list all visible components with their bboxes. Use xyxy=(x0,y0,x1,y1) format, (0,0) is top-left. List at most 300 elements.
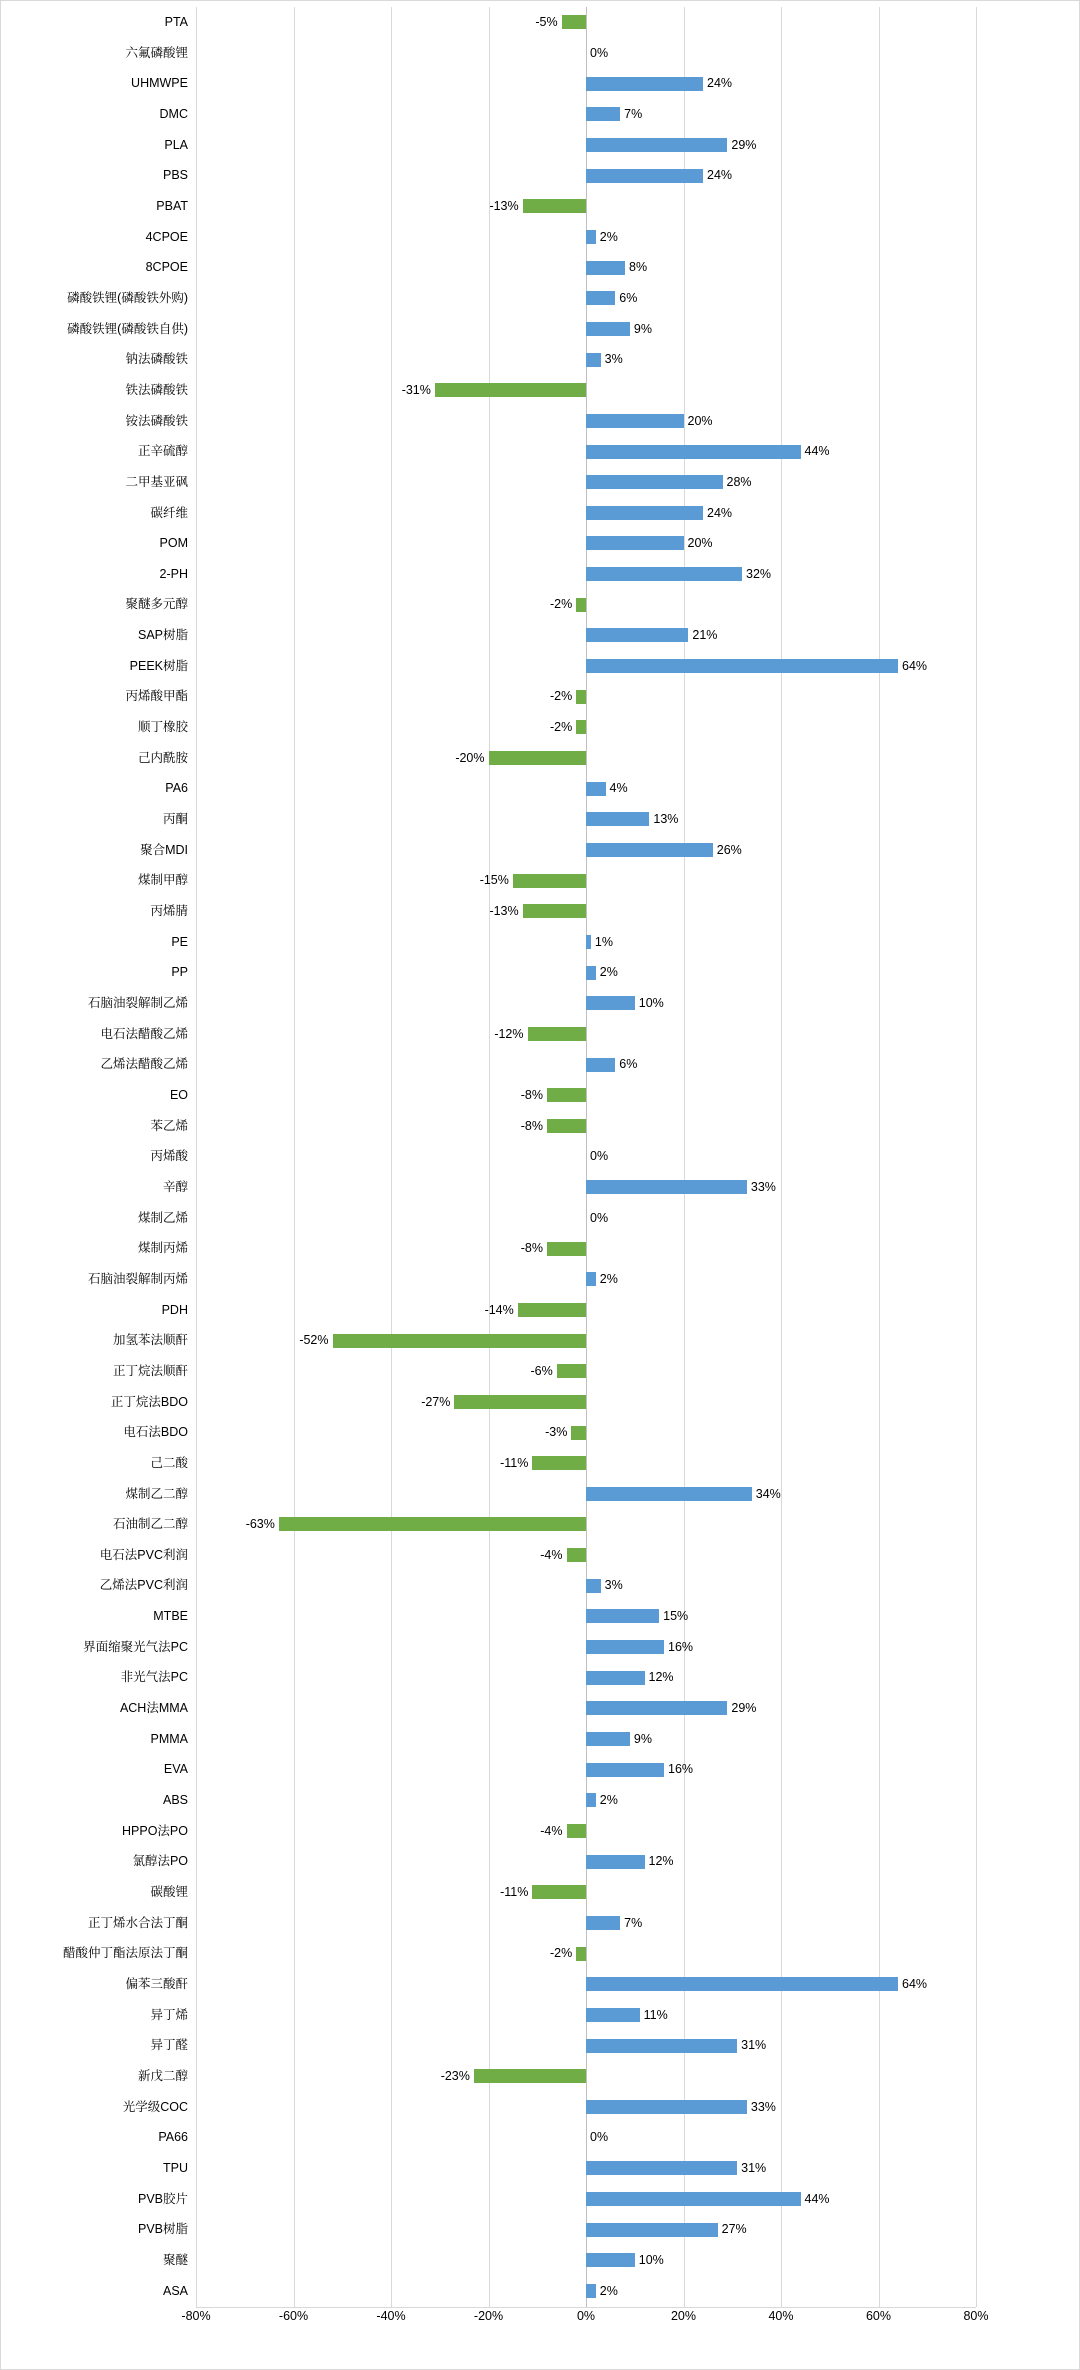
category-label: ACH法MMA xyxy=(119,1701,188,1716)
category-label: 碳纤维 xyxy=(150,505,188,520)
bar-value-label: -11% xyxy=(500,1885,529,1900)
bar-row xyxy=(145,252,976,283)
bar-row xyxy=(137,620,976,651)
bar-row xyxy=(171,957,976,988)
bar-value-label: 6% xyxy=(619,290,638,305)
bar xyxy=(586,2192,801,2206)
bar-value-label: 8% xyxy=(629,260,648,275)
bar xyxy=(586,1640,664,1654)
bar-row xyxy=(165,773,976,804)
category-label: 辛醇 xyxy=(162,1179,188,1194)
bar-value-label: -14% xyxy=(484,1302,514,1317)
bar-row xyxy=(125,589,976,620)
category-label: PMMA xyxy=(150,1731,188,1746)
category-label: 界面缩聚光气法PC xyxy=(83,1639,188,1654)
bar-row xyxy=(150,1724,976,1755)
bar-row xyxy=(100,1019,976,1050)
bar-row xyxy=(150,1877,976,1908)
plot-area xyxy=(62,7,976,2307)
bar xyxy=(279,1517,586,1531)
category-label: 丙烯酸甲酯 xyxy=(125,689,188,704)
bar-value-label: 28% xyxy=(726,474,752,489)
category-label: 正丁烯水合法丁酮 xyxy=(87,1915,188,1930)
category-label: 石油制乙二醇 xyxy=(112,1517,188,1532)
bar-value-label: 20% xyxy=(687,413,713,428)
bar xyxy=(586,2161,737,2175)
bar-row xyxy=(110,1387,976,1418)
category-label: 钠法磷酸铁 xyxy=(125,352,188,367)
bar-value-label: 16% xyxy=(668,1762,694,1777)
bar xyxy=(586,445,801,459)
category-label: 己内酰胺 xyxy=(137,750,188,765)
category-label: HPPO法PO xyxy=(122,1823,188,1838)
bar-value-label: 26% xyxy=(716,842,742,857)
bar xyxy=(586,2008,640,2022)
bar-row xyxy=(112,1356,976,1387)
bar-row xyxy=(164,130,976,161)
category-label: 煤制丙烯 xyxy=(137,1241,188,1256)
bar-row xyxy=(150,1448,976,1479)
bar-value-label: -2% xyxy=(550,597,573,612)
bar-value-label: 33% xyxy=(750,2099,776,2114)
category-label: PTA xyxy=(164,15,188,29)
bar xyxy=(586,261,625,275)
bar xyxy=(586,567,742,581)
bar xyxy=(586,2039,737,2053)
bar xyxy=(586,1916,620,1930)
bar xyxy=(586,1671,645,1685)
bar-row xyxy=(67,283,976,314)
bar-value-label: 29% xyxy=(731,1701,757,1716)
category-label: 偏苯三酸酐 xyxy=(125,1977,188,1991)
bar xyxy=(571,1426,586,1440)
bar xyxy=(586,1977,898,1991)
bar-value-label: -2% xyxy=(550,1946,573,1961)
category-label: PP xyxy=(171,965,188,980)
bar-row xyxy=(159,528,976,559)
bar-value-label: 44% xyxy=(804,2191,830,2206)
category-label: 丙酮 xyxy=(162,812,188,827)
bar-value-label: 12% xyxy=(648,1670,674,1685)
bar-row xyxy=(150,2000,976,2031)
bar-value-label: -12% xyxy=(494,1026,524,1041)
bar-value-label: 64% xyxy=(902,1977,928,1991)
bar-row xyxy=(162,804,976,835)
bar xyxy=(586,628,688,642)
bar-row xyxy=(137,743,976,774)
bar-value-label: -6% xyxy=(530,1363,553,1378)
bar-value-label: -8% xyxy=(520,1241,543,1256)
bar-row xyxy=(100,1049,976,1080)
bar xyxy=(567,1824,587,1838)
bar-value-label: 0% xyxy=(590,1210,609,1225)
bar xyxy=(586,77,703,91)
bar-value-label: 24% xyxy=(707,505,733,520)
bar xyxy=(586,1763,664,1777)
bar-row xyxy=(112,1325,976,1356)
x-tick-label: -80% xyxy=(181,2309,211,2323)
bar xyxy=(528,1027,587,1041)
bar xyxy=(586,230,596,244)
bar xyxy=(557,1364,586,1378)
bar-value-label: 3% xyxy=(604,352,623,367)
bar xyxy=(489,751,587,765)
bar-row xyxy=(125,1969,976,2000)
bar xyxy=(586,966,596,980)
bar-row xyxy=(137,865,976,896)
bar-value-label: -8% xyxy=(520,1087,543,1102)
bar-value-label: 10% xyxy=(638,2252,664,2267)
bar-value-label: -13% xyxy=(489,198,519,213)
bar-row xyxy=(123,1417,976,1448)
bar-row xyxy=(112,1509,976,1540)
bar-rows xyxy=(62,7,976,2307)
bar xyxy=(586,322,630,336)
category-label: 丙烯腈 xyxy=(150,904,188,919)
bar-value-label: -13% xyxy=(489,904,519,919)
bar-value-label: 0% xyxy=(590,1149,609,1164)
bar-value-label: 4% xyxy=(609,781,628,796)
bar xyxy=(532,1456,586,1470)
bar-value-label: 13% xyxy=(653,812,679,827)
bar-row xyxy=(153,1601,976,1632)
bar xyxy=(586,2100,747,2114)
bar-row xyxy=(137,436,976,467)
bar-row xyxy=(137,2061,976,2092)
category-label: 异丁醛 xyxy=(150,2038,188,2053)
category-label: 磷酸铁锂(磷酸铁外购) xyxy=(67,290,188,305)
bar-row xyxy=(87,988,976,1019)
x-axis-line xyxy=(196,2307,976,2308)
bar-row xyxy=(150,896,976,927)
bar-value-label: 27% xyxy=(721,2222,747,2237)
bar-row xyxy=(87,1908,976,1939)
x-tick-label: -60% xyxy=(278,2309,309,2323)
bar xyxy=(586,1487,752,1501)
bar-row xyxy=(164,7,976,38)
category-label: SAP树脂 xyxy=(137,628,188,643)
category-label: 正丁烷法BDO xyxy=(110,1394,188,1409)
category-label: EO xyxy=(169,1087,188,1102)
bar-value-label: 33% xyxy=(750,1179,776,1194)
bar-value-label: 3% xyxy=(604,1578,623,1593)
bar-value-label: 2% xyxy=(599,1793,618,1808)
bar-value-label: -63% xyxy=(245,1517,275,1532)
bar-row xyxy=(125,406,976,437)
x-tick-label: -40% xyxy=(376,2309,406,2323)
bar xyxy=(435,383,586,397)
x-tick-label: -20% xyxy=(473,2309,504,2323)
bar-value-label: 2% xyxy=(599,2283,618,2298)
bar-row xyxy=(129,651,976,682)
category-label: 非光气法PC xyxy=(120,1670,188,1685)
bar xyxy=(586,2223,718,2237)
bar-row xyxy=(161,1295,976,1326)
bar-row xyxy=(83,1632,976,1663)
category-label: EVA xyxy=(163,1762,188,1777)
bar xyxy=(586,475,723,489)
x-tick-label: 0% xyxy=(576,2309,596,2323)
bar-row xyxy=(125,375,976,406)
bar-row xyxy=(145,222,976,253)
category-label: TPU xyxy=(163,2160,188,2175)
x-axis-tick-labels xyxy=(181,2309,989,2329)
bar-value-label: -4% xyxy=(540,1547,563,1562)
bar-row xyxy=(122,2092,976,2123)
bar xyxy=(547,1088,586,1102)
bar xyxy=(586,138,727,152)
category-label: PVB树脂 xyxy=(137,2222,188,2237)
bar xyxy=(586,291,615,305)
bar xyxy=(586,2284,596,2298)
bar-row xyxy=(140,835,976,866)
bar-row xyxy=(125,344,976,375)
bar-row xyxy=(137,1233,976,1264)
bar xyxy=(562,15,586,29)
bar xyxy=(586,1609,659,1623)
bar-row xyxy=(171,927,976,958)
bar xyxy=(586,1855,645,1869)
category-label: 醋酸仲丁酯法原法丁酮 xyxy=(62,1946,188,1961)
category-label: 磷酸铁锂(磷酸铁自供) xyxy=(67,321,188,336)
bar-value-label: 2% xyxy=(599,1271,618,1286)
bar-row xyxy=(150,2030,976,2061)
category-label: 己二酸 xyxy=(150,1455,188,1470)
category-label: UHMWPE xyxy=(131,76,188,91)
x-tick-label: 40% xyxy=(768,2309,794,2323)
bar-value-label: 32% xyxy=(746,566,772,581)
bar-row xyxy=(162,1785,976,1816)
category-label: 8CPOE xyxy=(145,260,188,275)
bar-row xyxy=(120,1662,976,1693)
category-label: 电石法PVC利润 xyxy=(99,1547,188,1562)
bar xyxy=(333,1334,587,1348)
category-label: MTBE xyxy=(153,1609,188,1624)
bar xyxy=(586,414,684,428)
bar xyxy=(586,935,591,949)
category-label: 六氟磷酸锂 xyxy=(125,45,188,60)
bar-row xyxy=(163,2153,976,2184)
x-tick-label: 80% xyxy=(963,2309,989,2323)
bar xyxy=(586,843,713,857)
bar xyxy=(586,506,703,520)
category-label: 煤制甲醇 xyxy=(137,873,188,888)
bar xyxy=(586,1272,596,1286)
bar xyxy=(586,1180,747,1194)
bar-value-label: -15% xyxy=(479,873,509,888)
bar-value-label: 9% xyxy=(633,1731,652,1746)
bar-value-label: 9% xyxy=(633,321,652,336)
bar xyxy=(518,1303,586,1317)
category-label: POM xyxy=(159,536,188,551)
bar-row xyxy=(162,2245,976,2276)
bar-row xyxy=(99,1570,976,1601)
bar xyxy=(586,782,606,796)
bar-row xyxy=(137,2184,976,2215)
bar-value-label: -2% xyxy=(550,720,573,735)
bar-row xyxy=(125,681,976,712)
bar xyxy=(523,199,586,213)
bar xyxy=(586,536,684,550)
category-label: 铁法磷酸铁 xyxy=(125,382,188,397)
bar xyxy=(576,1947,586,1961)
bar xyxy=(576,690,586,704)
bar-row xyxy=(150,1141,976,1172)
category-label: 乙烯法PVC利润 xyxy=(99,1578,188,1593)
bar-value-label: 0% xyxy=(590,2130,609,2145)
category-label: 顺丁橡胶 xyxy=(137,720,188,735)
bar-value-label: 31% xyxy=(741,2038,767,2053)
bar-value-label: -8% xyxy=(520,1118,543,1133)
bar-row xyxy=(131,68,976,99)
bar xyxy=(586,1732,630,1746)
category-label: PVB胶片 xyxy=(137,2191,188,2206)
category-label: PE xyxy=(171,934,188,949)
bar-value-label: 10% xyxy=(638,996,664,1010)
category-label: 电石法醋酸乙烯 xyxy=(100,1026,188,1041)
category-label: 石脑油裂解制丙烯 xyxy=(87,1271,188,1286)
bar xyxy=(586,1579,601,1593)
bar-value-label: -27% xyxy=(421,1394,451,1409)
category-label: 4CPOE xyxy=(145,229,188,244)
bar-row xyxy=(163,1754,976,1785)
category-label: 聚合MDI xyxy=(140,842,188,857)
bar xyxy=(586,1793,596,1807)
x-tick-label: 20% xyxy=(670,2309,697,2323)
bar-row xyxy=(125,1479,976,1510)
bar-value-label: 24% xyxy=(707,168,733,183)
bar xyxy=(586,1701,727,1715)
category-label: 氯醇法PO xyxy=(132,1854,188,1869)
bar-value-label: 21% xyxy=(692,628,718,643)
bar xyxy=(474,2069,586,2083)
bar-row xyxy=(137,1203,976,1234)
bar-value-label: -23% xyxy=(440,2068,470,2083)
category-label: DMC xyxy=(159,106,188,121)
bar-row xyxy=(159,99,976,130)
bar-value-label: 20% xyxy=(687,536,713,551)
bar-value-label: -31% xyxy=(401,382,431,397)
bar-row xyxy=(137,2214,976,2245)
bar-row xyxy=(162,160,976,191)
bar-value-label: 29% xyxy=(731,137,757,152)
bar-row xyxy=(122,1816,976,1847)
category-label: PA66 xyxy=(158,2130,188,2145)
bar-value-label: 1% xyxy=(594,934,613,949)
bar xyxy=(586,107,620,121)
category-label: PBAT xyxy=(156,198,188,213)
category-label: PDH xyxy=(161,1302,188,1317)
bar-row xyxy=(162,2276,976,2307)
bar-row xyxy=(137,712,976,743)
bar-row xyxy=(87,1264,976,1295)
category-label: 煤制乙二醇 xyxy=(125,1486,188,1501)
bar-row xyxy=(62,1938,976,1969)
category-label: 电石法BDO xyxy=(123,1425,188,1440)
bar-row xyxy=(150,498,976,529)
category-label: 煤制乙烯 xyxy=(137,1210,188,1225)
bar-value-label: -2% xyxy=(550,689,573,704)
category-label: PLA xyxy=(164,137,188,152)
category-label: ASA xyxy=(162,2283,188,2298)
bar xyxy=(576,598,586,612)
category-label: 光学级COC xyxy=(122,2099,188,2114)
category-label: 铵法磷酸铁 xyxy=(125,413,188,428)
bar-value-label: 7% xyxy=(624,1915,643,1930)
bar-value-label: 7% xyxy=(624,106,643,121)
category-label: 聚醚多元醇 xyxy=(125,597,188,612)
bar-row xyxy=(67,314,976,345)
bar-value-label: 34% xyxy=(755,1486,781,1501)
bar xyxy=(454,1395,586,1409)
bar-value-label: 2% xyxy=(599,229,618,244)
bar xyxy=(532,1885,586,1899)
category-label: PBS xyxy=(162,168,188,183)
bar xyxy=(586,353,601,367)
category-label: 异丁烯 xyxy=(150,2007,188,2022)
category-label: 苯乙烯 xyxy=(150,1118,188,1133)
bar-row xyxy=(159,559,976,590)
bar xyxy=(576,720,586,734)
bar-row xyxy=(162,1172,976,1203)
bar xyxy=(547,1242,586,1256)
bar-value-label: -5% xyxy=(535,15,558,29)
bar-value-label: 31% xyxy=(741,2160,767,2175)
category-label: 二甲基亚砜 xyxy=(125,474,188,489)
bar-value-label: 0% xyxy=(590,45,609,60)
category-label: PA6 xyxy=(165,781,188,796)
category-label: 新戊二醇 xyxy=(137,2068,188,2083)
bar xyxy=(586,996,635,1010)
bar-row xyxy=(125,38,976,69)
category-label: PEEK树脂 xyxy=(129,658,188,673)
bar xyxy=(586,169,703,183)
bar xyxy=(567,1548,587,1562)
bar xyxy=(547,1119,586,1133)
bar-row xyxy=(156,191,976,222)
bar xyxy=(523,904,586,918)
category-label: 加氢苯法顺酐 xyxy=(112,1333,188,1348)
bar-row xyxy=(158,2122,976,2153)
bar xyxy=(586,1058,615,1072)
bar-value-label: 16% xyxy=(668,1639,694,1654)
category-label: 正辛硫醇 xyxy=(137,444,188,459)
gridline xyxy=(976,7,977,2307)
bar-value-label: 24% xyxy=(707,76,733,91)
bar-value-label: 12% xyxy=(648,1854,674,1869)
category-label: 丙烯酸 xyxy=(150,1149,188,1164)
bar-value-label: -3% xyxy=(545,1425,568,1440)
bar-row xyxy=(119,1693,976,1724)
category-label: ABS xyxy=(162,1793,188,1808)
bar xyxy=(586,659,898,673)
bar-value-label: 44% xyxy=(804,444,830,459)
bar-row xyxy=(99,1540,976,1571)
bar-row xyxy=(125,467,976,498)
category-label: 正丁烷法顺酐 xyxy=(112,1363,188,1378)
category-label: 乙烯法醋酸乙烯 xyxy=(100,1057,188,1072)
bar xyxy=(586,812,649,826)
category-label: 聚醚 xyxy=(162,2252,188,2267)
category-label: 碳酸锂 xyxy=(150,1885,188,1900)
bar-value-label: -11% xyxy=(500,1455,529,1470)
category-label: 2-PH xyxy=(159,566,188,581)
bar-value-label: -4% xyxy=(540,1823,563,1838)
bar xyxy=(513,874,586,888)
bar-value-label: 11% xyxy=(643,2007,668,2022)
bar-value-label: 64% xyxy=(902,658,928,673)
bar-value-label: 2% xyxy=(599,965,618,980)
